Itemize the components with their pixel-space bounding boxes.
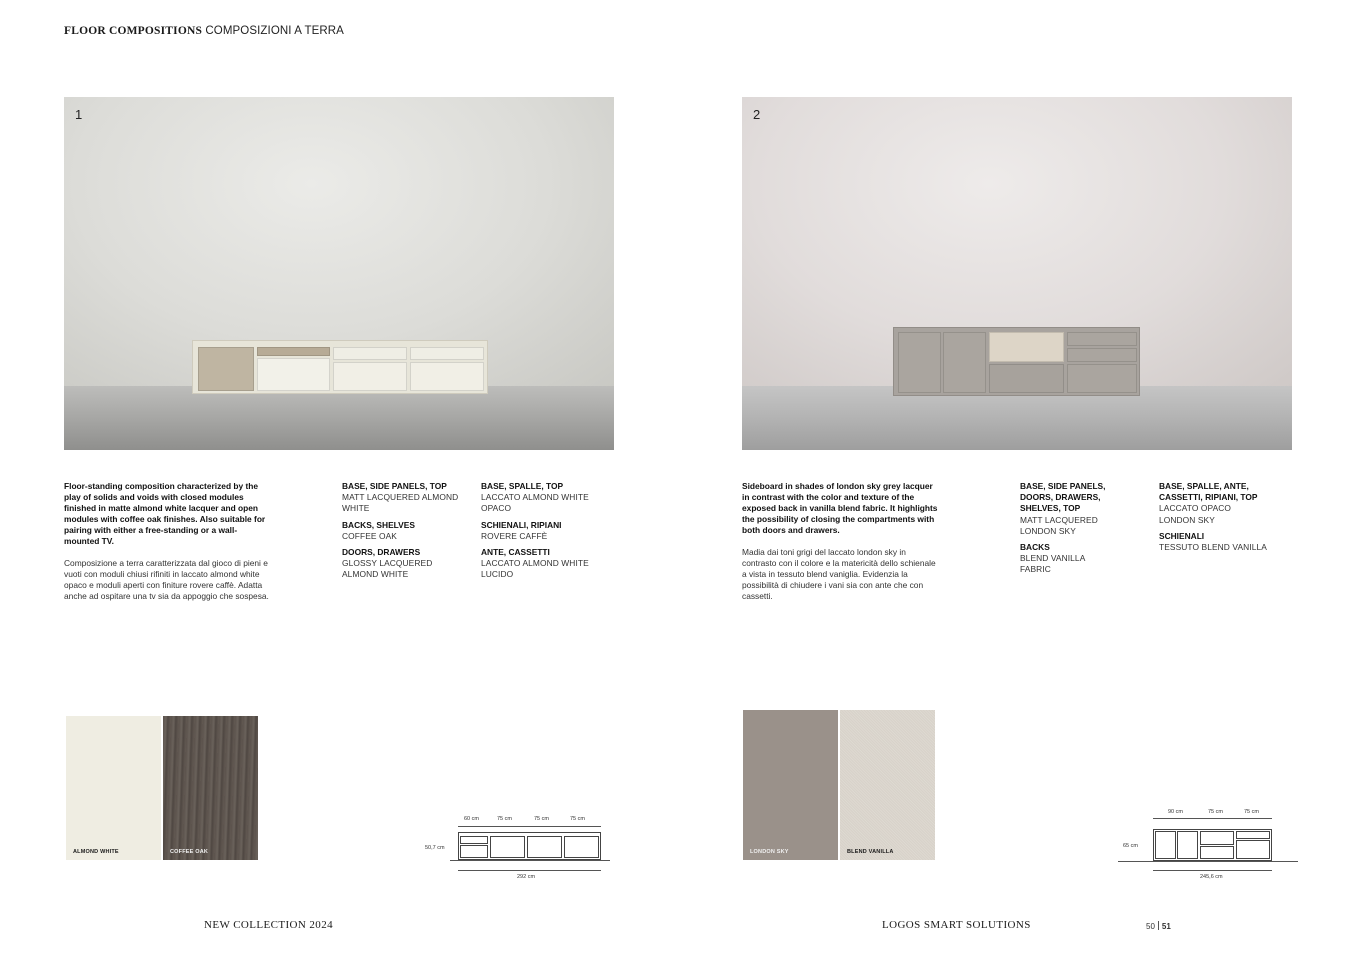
london-sky-sideboard [893,327,1140,396]
width-label: 75 cm [497,816,512,822]
description-en: Sideboard in shades of london sky grey lacquer in contrast with the color and texture of the exposed back in vanilla blend fabric. It highlights the possibility of closing the compartments with both doors and drawers. [742,481,938,535]
width-label: 75 cm [570,816,585,822]
footer-left: NEW COLLECTION 2024 [204,919,333,931]
width-label: 75 cm [1244,809,1259,815]
composition-1-specs-it [481,481,596,586]
page-current: 51 [1161,922,1171,931]
total-width-label: 245,6 cm [1200,874,1223,880]
header-title-en: FLOOR COMPOSITIONS [64,25,203,37]
composition-2-technical-drawing [1118,806,1303,884]
spec-item: DOORS, DRAWERS GLOSSY LACQUERED ALMOND WHITE [342,547,433,580]
spec-item: BACKS BLEND VANILLA FABRIC [1020,542,1085,575]
spec-item: ANTE, CASSETTI LACCATO ALMOND WHITE LUCIDO [481,547,589,580]
description-en: Floor-standing composition characterized by the play of solids and voids with closed modules finished in matte almond white lacquer and open modules with coffee oak finishes. Also suitable for pairing with either a free-standing or a wall-mounted TV. [64,481,266,546]
spec-item: BASE, SIDE PANELS, DOORS, DRAWERS, SHELVES, TOP MATT LACQUERED LONDON SKY [1020,481,1106,536]
width-label: 90 cm [1168,809,1183,815]
description-it: Composizione a terra caratterizzata dal gioco di pieni e vuoti con moduli chiusi rifiniti in laccato almond white opaco e moduli aperti con finiture rovere caffè. Adatta anche ad ospitare una tv sia da appoggio che sospesa. [64,558,269,601]
height-label: 50,7 cm [425,845,445,851]
composition-1-number: 1 [75,107,83,122]
swatch-coffee-oak: COFFEE OAK [163,716,258,860]
page-prev: 50 [1146,922,1155,931]
header-title-it: COMPOSIZIONI A TERRA [205,25,344,37]
width-label: 60 cm [464,816,479,822]
page-numbers [1146,921,1171,931]
spec-item: BASE, SPALLE, ANTE, CASSETTI, RIPIANI, TOP LACCATO OPACO LONDON SKY [1159,481,1258,525]
page-separator [1158,921,1159,930]
spec-item: SCHIENALI, RIPIANI ROVERE CAFFÈ [481,519,562,541]
width-label: 75 cm [534,816,549,822]
composition-2-specs-it [1159,481,1269,558]
composition-2-specs-en [1020,481,1110,581]
total-width-label: 292 cm [517,874,536,880]
composition-1-photo [64,97,614,450]
page-header [64,25,344,37]
spec-item: SCHIENALI TESSUTO BLEND VANILLA [1159,530,1267,553]
composition-1-specs-en [342,481,467,586]
spec-item: BASE, SPALLE, TOP LACCATO ALMOND WHITE OPACO [481,481,589,514]
floor [64,386,614,450]
almond-white-sideboard [192,340,488,394]
composition-1-description [64,481,269,602]
footer-right: LOGOS SMART SOLUTIONS [882,919,1031,931]
spec-item: BACKS, SHELVES COFFEE OAK [342,519,415,541]
swatch-almond-white: ALMOND WHITE [66,716,161,860]
composition-2-description [742,481,942,602]
height-label: 65 cm [1123,843,1138,849]
swatch-london-sky: LONDON SKY [743,710,838,860]
composition-1-technical-drawing [420,812,610,882]
swatch-blend-vanilla: BLEND VANILLA [840,710,935,860]
spec-item: BASE, SIDE PANELS, TOP MATT LACQUERED ALMOND WHITE [342,481,459,514]
description-it: Madia dai toni grigi del laccato london sky in contrasto con il colore e la matericità dello schienale a vista in tessuto blend vaniglia. Evidenzia la possibilità di chiudere i vani sia con ante che con cassetti. [742,547,936,601]
composition-2-number: 2 [753,107,761,122]
width-label: 75 cm [1208,809,1223,815]
composition-2-photo [742,97,1292,450]
